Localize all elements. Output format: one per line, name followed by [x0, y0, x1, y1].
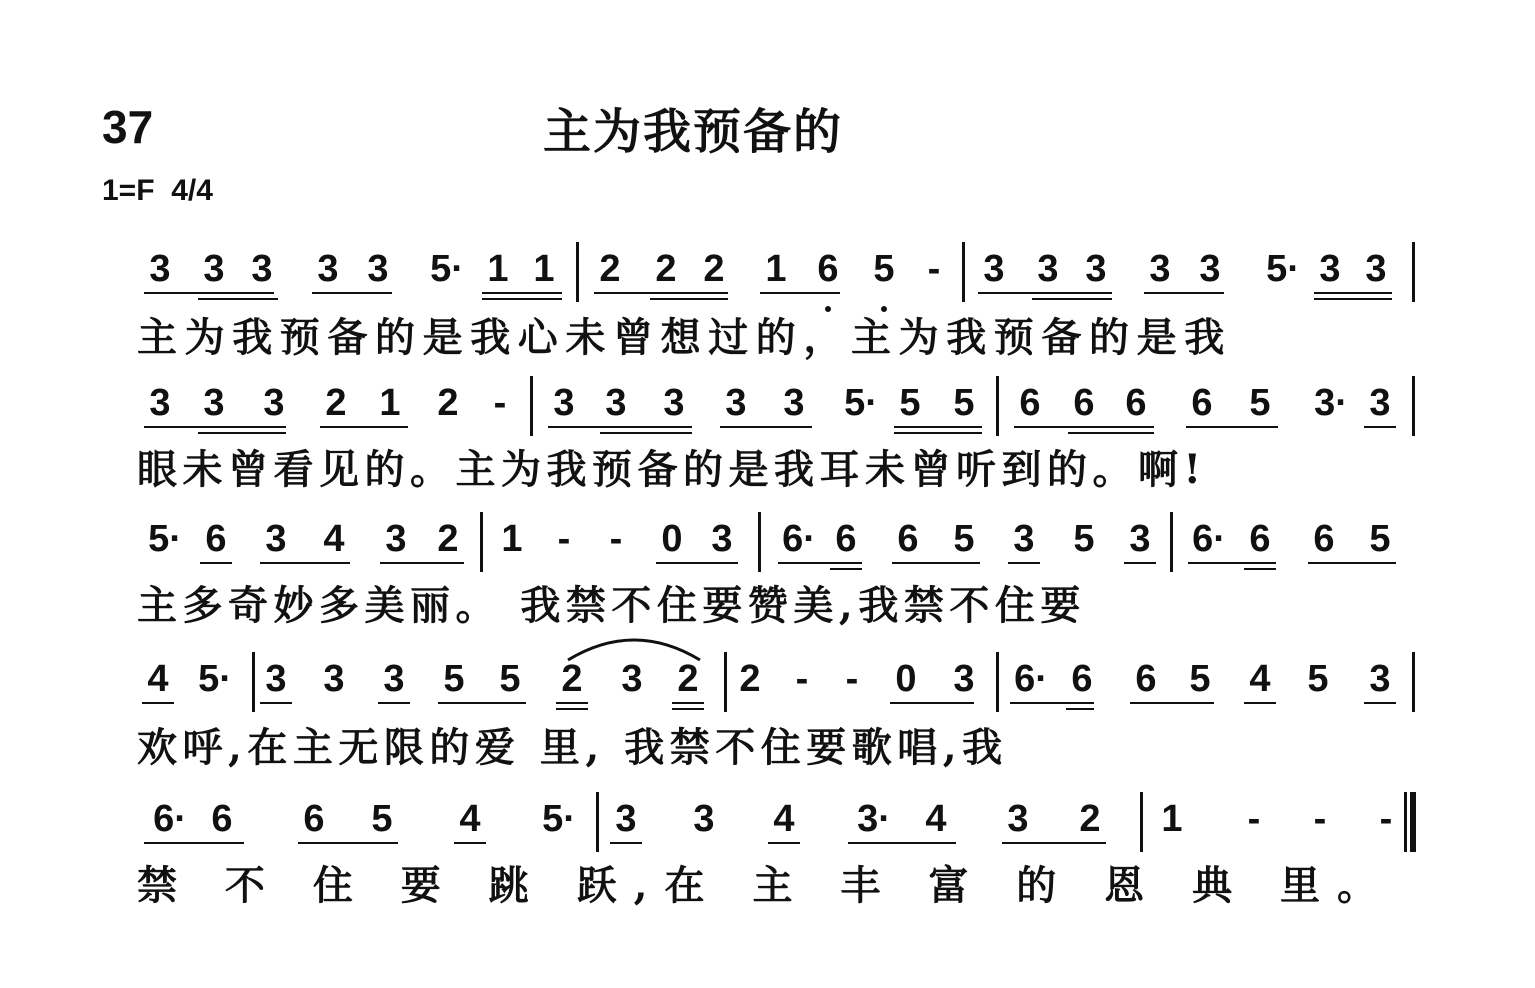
note: 3: [693, 798, 715, 840]
note: 6·: [153, 798, 187, 840]
note: 5·: [1266, 248, 1300, 290]
note: 3: [1085, 248, 1107, 290]
note: 5: [953, 518, 975, 560]
underline: [672, 702, 704, 704]
underline: [720, 426, 812, 428]
underline: [378, 702, 410, 704]
note: 2: [655, 248, 677, 290]
note: 3: [1129, 518, 1151, 560]
bar-line: [1412, 242, 1415, 302]
note: 3: [663, 382, 685, 424]
note: 6: [205, 518, 227, 560]
note: 5: [1369, 518, 1391, 560]
underline: [144, 292, 274, 294]
dash: -: [493, 382, 507, 424]
note: 5: [1307, 658, 1329, 700]
note: 4: [1249, 658, 1271, 700]
note: 2: [599, 248, 621, 290]
underline: [1124, 562, 1156, 564]
note: 1: [487, 248, 509, 290]
note: 6: [303, 798, 325, 840]
note: 5: [1073, 518, 1095, 560]
note: 3: [203, 248, 225, 290]
underline: [894, 432, 982, 434]
bar-line: [996, 652, 999, 712]
underline: [1364, 426, 1396, 428]
underline: [144, 842, 244, 844]
note: 6: [211, 798, 233, 840]
note: 3·: [857, 798, 891, 840]
notation-row-2: [140, 384, 1430, 454]
underline: [454, 842, 486, 844]
underline: [1186, 426, 1278, 428]
lyrics-line-1: 主为我预备的是我心未曾想过的，主为我预备的是我: [137, 314, 1232, 361]
low-octave-dot: [825, 306, 831, 312]
notation-row-3: [140, 520, 1430, 590]
final-bar-thin: [1404, 792, 1407, 852]
note: 3: [783, 382, 805, 424]
note: 3: [1013, 518, 1035, 560]
underline: [768, 842, 800, 844]
note: 5·: [844, 382, 878, 424]
underline: [610, 842, 642, 844]
note: 3: [265, 658, 287, 700]
underline: [1188, 562, 1276, 564]
underline: [1244, 568, 1276, 570]
note: 1: [533, 248, 555, 290]
note: 2: [325, 382, 347, 424]
note: 3: [203, 382, 225, 424]
bar-line: [758, 512, 761, 572]
bar-line: [962, 242, 965, 302]
note: 5·: [198, 658, 232, 700]
bar-line: [252, 652, 255, 712]
note: 6: [1073, 382, 1095, 424]
underline: [482, 292, 562, 294]
note: 6: [808, 250, 848, 288]
note: 3: [149, 382, 171, 424]
note: 3: [553, 382, 575, 424]
note: 3: [1319, 248, 1341, 290]
underline: [1308, 562, 1396, 564]
note: 2: [437, 382, 459, 424]
underline: [656, 562, 738, 564]
underline: [760, 292, 840, 294]
note: 1: [379, 382, 401, 424]
underline: [1066, 708, 1094, 710]
lyrics-line-3: 主多奇妙多美丽。 我禁不住要赞美,我禁不住要: [137, 582, 1086, 629]
dash: -: [1247, 798, 1261, 840]
underline: [312, 292, 392, 294]
note: 6·: [1014, 658, 1048, 700]
underline: [1068, 432, 1154, 434]
note: 0: [661, 518, 683, 560]
note: 5·: [148, 518, 182, 560]
hymn-number: 37: [102, 101, 154, 153]
notation-row-5: [140, 800, 1430, 870]
note: 3: [711, 518, 733, 560]
note: 3: [1369, 658, 1391, 700]
underline: [778, 562, 862, 564]
underline: [1314, 292, 1392, 294]
bar-line: [1412, 376, 1415, 436]
bar-line: [576, 242, 579, 302]
note: 3: [605, 382, 627, 424]
underline: [556, 708, 588, 710]
note: 6: [1125, 382, 1147, 424]
note: 3: [1365, 248, 1387, 290]
underline: [1144, 292, 1224, 294]
underline: [1364, 702, 1396, 704]
note: 5: [499, 658, 521, 700]
underline: [380, 562, 464, 564]
underline: [142, 702, 174, 704]
underline: [1010, 702, 1094, 704]
note: 5: [899, 382, 921, 424]
dash: -: [1379, 798, 1393, 840]
note: 3: [1369, 382, 1391, 424]
note: 3: [317, 248, 339, 290]
notation-row-4: [140, 660, 1430, 730]
song-title: 主为我预备的: [543, 104, 844, 160]
dash: -: [927, 248, 941, 290]
note: 3: [383, 658, 405, 700]
note: 3: [953, 658, 975, 700]
note: 3: [149, 248, 171, 290]
note: 3: [263, 382, 285, 424]
note: 3: [385, 518, 407, 560]
note: 3: [323, 658, 345, 700]
note: 6: [835, 518, 857, 560]
bar-line: [480, 512, 483, 572]
note: 5: [864, 250, 904, 288]
note: 3: [1199, 248, 1221, 290]
note: 6: [897, 518, 919, 560]
underline: [894, 426, 982, 428]
note: 2: [561, 658, 583, 700]
underline: [890, 702, 974, 704]
bar-line: [996, 376, 999, 436]
note: 5·: [542, 798, 576, 840]
note: 3: [1007, 798, 1029, 840]
note: 4: [323, 518, 345, 560]
note: 6·: [1192, 518, 1226, 560]
note: 2: [677, 658, 699, 700]
underline: [1032, 298, 1112, 300]
underline: [1130, 702, 1214, 704]
underline: [548, 426, 692, 428]
underline: [672, 708, 704, 710]
dash: -: [557, 518, 571, 560]
lyrics-line-5: 禁 不 住 要 跳 跃,在 主 丰 富 的 恩 典 里。: [137, 862, 1395, 909]
note: 1: [501, 518, 523, 560]
note: 6·: [782, 518, 816, 560]
underline: [438, 702, 526, 704]
note: 3: [1149, 248, 1171, 290]
note: 2: [437, 518, 459, 560]
note: 0: [895, 658, 917, 700]
note: 4: [147, 658, 169, 700]
underline: [556, 702, 588, 704]
underline: [650, 298, 728, 300]
underline: [830, 568, 862, 570]
note: 6: [1135, 658, 1157, 700]
lyrics-line-4: 欢呼,在主无限的爱 里, 我禁不住要歌唱,我: [137, 724, 1008, 771]
underline: [848, 842, 956, 844]
low-octave-dot: [881, 306, 887, 312]
underline: [1244, 702, 1276, 704]
bar-line: [530, 376, 533, 436]
note: 6: [1191, 382, 1213, 424]
note: 4: [459, 798, 481, 840]
underline: [260, 702, 292, 704]
dash: -: [795, 658, 809, 700]
note: 6: [1313, 518, 1335, 560]
note: 6: [1071, 658, 1093, 700]
dash: -: [609, 518, 623, 560]
lyrics-line-2: 眼未曾看见的。主为我预备的是我耳未曾听到的。啊!: [137, 446, 1207, 493]
underline: [1014, 426, 1154, 428]
note: 3: [621, 658, 643, 700]
note: 6: [1019, 382, 1041, 424]
note: 3: [983, 248, 1005, 290]
note: 3: [615, 798, 637, 840]
underline: [260, 562, 350, 564]
underline: [892, 562, 980, 564]
underline: [978, 292, 1112, 294]
note: 3: [367, 248, 389, 290]
bar-line: [1170, 512, 1173, 572]
final-bar-thick: [1410, 792, 1416, 852]
dash: -: [845, 658, 859, 700]
note: 5: [1189, 658, 1211, 700]
underline: [320, 426, 408, 428]
underline: [1002, 842, 1106, 844]
note: 3·: [1314, 382, 1348, 424]
underline: [1314, 298, 1392, 300]
underline: [144, 426, 286, 428]
bar-line: [596, 792, 599, 852]
note: 3: [265, 518, 287, 560]
note: 3: [251, 248, 273, 290]
underline: [600, 432, 692, 434]
underline: [594, 292, 728, 294]
bar-line: [1140, 792, 1143, 852]
note: 5: [1249, 382, 1271, 424]
note: 3: [1037, 248, 1059, 290]
underline: [198, 432, 286, 434]
note: 5: [371, 798, 393, 840]
dash: -: [1313, 798, 1327, 840]
underline: [482, 298, 562, 300]
underline: [200, 562, 232, 564]
note: 2: [703, 248, 725, 290]
note: 4: [925, 798, 947, 840]
underline: [298, 842, 398, 844]
note: 1: [1161, 798, 1183, 840]
bar-line: [1412, 652, 1415, 712]
note: 5: [953, 382, 975, 424]
note: 2: [739, 658, 761, 700]
notation-row-1: [140, 250, 1430, 320]
note: 5·: [430, 248, 464, 290]
bar-line: [724, 652, 727, 712]
note: 4: [773, 798, 795, 840]
note: 6: [1249, 518, 1271, 560]
underline: [1008, 562, 1040, 564]
note: 3: [725, 382, 747, 424]
key-time-signature: 1=F 4/4: [102, 174, 213, 207]
note: 2: [1079, 798, 1101, 840]
underline: [198, 298, 278, 300]
note: 5: [443, 658, 465, 700]
note: 1: [765, 248, 787, 290]
